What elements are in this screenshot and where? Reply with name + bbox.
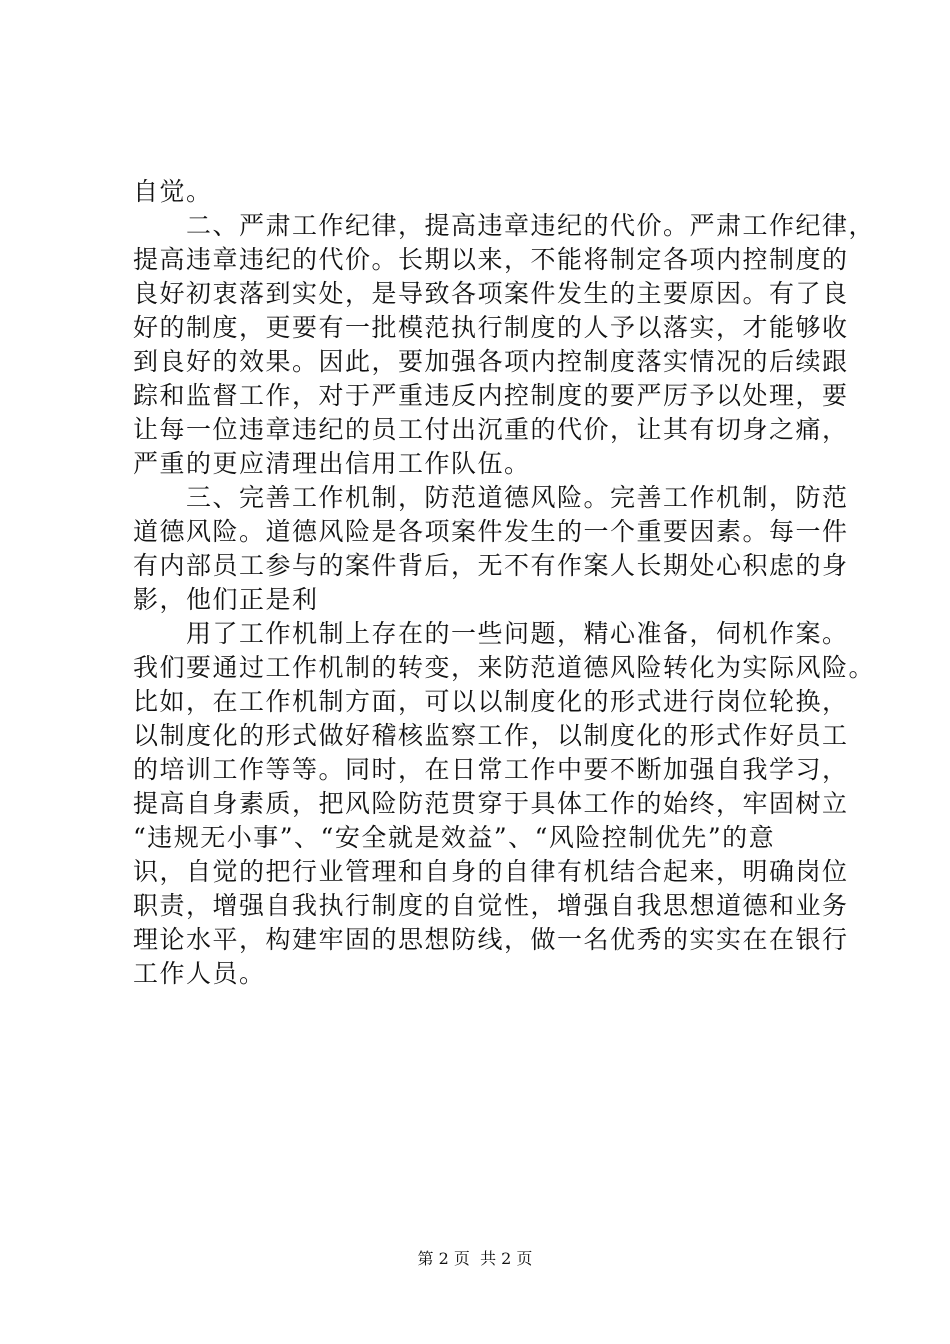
text-line: 道德风险。道德风险是各项案件发生的一个重要因素。每一件 — [133, 517, 849, 546]
text-line: 良好初衷落到实处，是导致各项案件发生的主要原因。有了良 — [133, 279, 849, 308]
text-line: 影，他们正是利 — [133, 585, 319, 614]
text-line: 职责，增强自我执行制度的自觉性，增强自我思想道德和业务 — [133, 891, 849, 920]
text-line: 用了工作机制上存在的一些问题，精心准备，伺机作案。 — [186, 619, 849, 648]
text-line: 比如，在工作机制方面，可以以制度化的形式进行岗位轮换， — [133, 687, 849, 716]
page-number: 第 2 页 共 2 页 — [417, 1249, 533, 1268]
text-line: 严重的更应清理出信用工作队伍。 — [133, 449, 531, 478]
text-line: 提高违章违纪的代价。长期以来，不能将制定各项内控制度的 — [133, 245, 849, 274]
text-line: 三、完善工作机制，防范道德风险。完善工作机制，防范 — [186, 483, 849, 512]
text-line: 我们要通过工作机制的转变，来防范道德风险转化为实际风险。 — [133, 653, 876, 682]
text-line: 工作人员。 — [133, 959, 266, 988]
text-line: 的培训工作等等。同时，在日常工作中要不断加强自我学习， — [133, 755, 849, 784]
text-line: 让每一位违章违纪的员工付出沉重的代价，让其有切身之痛， — [133, 415, 849, 444]
text-line: 二、严肃工作纪律，提高违章违纪的代价。严肃工作纪律， — [186, 211, 876, 240]
text-line: 自觉。 — [133, 177, 213, 206]
text-line: “违规无小事”、“安全就是效益”、“风险控制优先”的意 — [133, 823, 776, 852]
text-line: 好的制度，更要有一批模范执行制度的人予以落实，才能够收 — [133, 313, 849, 342]
text-line: 理论水平，构建牢固的思想防线，做一名优秀的实实在在银行 — [133, 925, 849, 954]
text-line: 提高自身素质，把风险防范贯穿于具体工作的始终，牢固树立 — [133, 789, 849, 818]
text-line: 到良好的效果。因此，要加强各项内控制度落实情况的后续跟 — [133, 347, 849, 376]
text-line: 有内部员工参与的案件背后，无不有作案人长期处心积虑的身 — [133, 551, 849, 580]
text-line: 踪和监督工作，对于严重违反内控制度的要严厉予以处理，要 — [133, 381, 849, 410]
text-line: 识，自觉的把行业管理和自身的自律有机结合起来，明确岗位 — [133, 857, 849, 886]
text-line: 以制度化的形式做好稽核监察工作，以制度化的形式作好员工 — [133, 721, 849, 750]
